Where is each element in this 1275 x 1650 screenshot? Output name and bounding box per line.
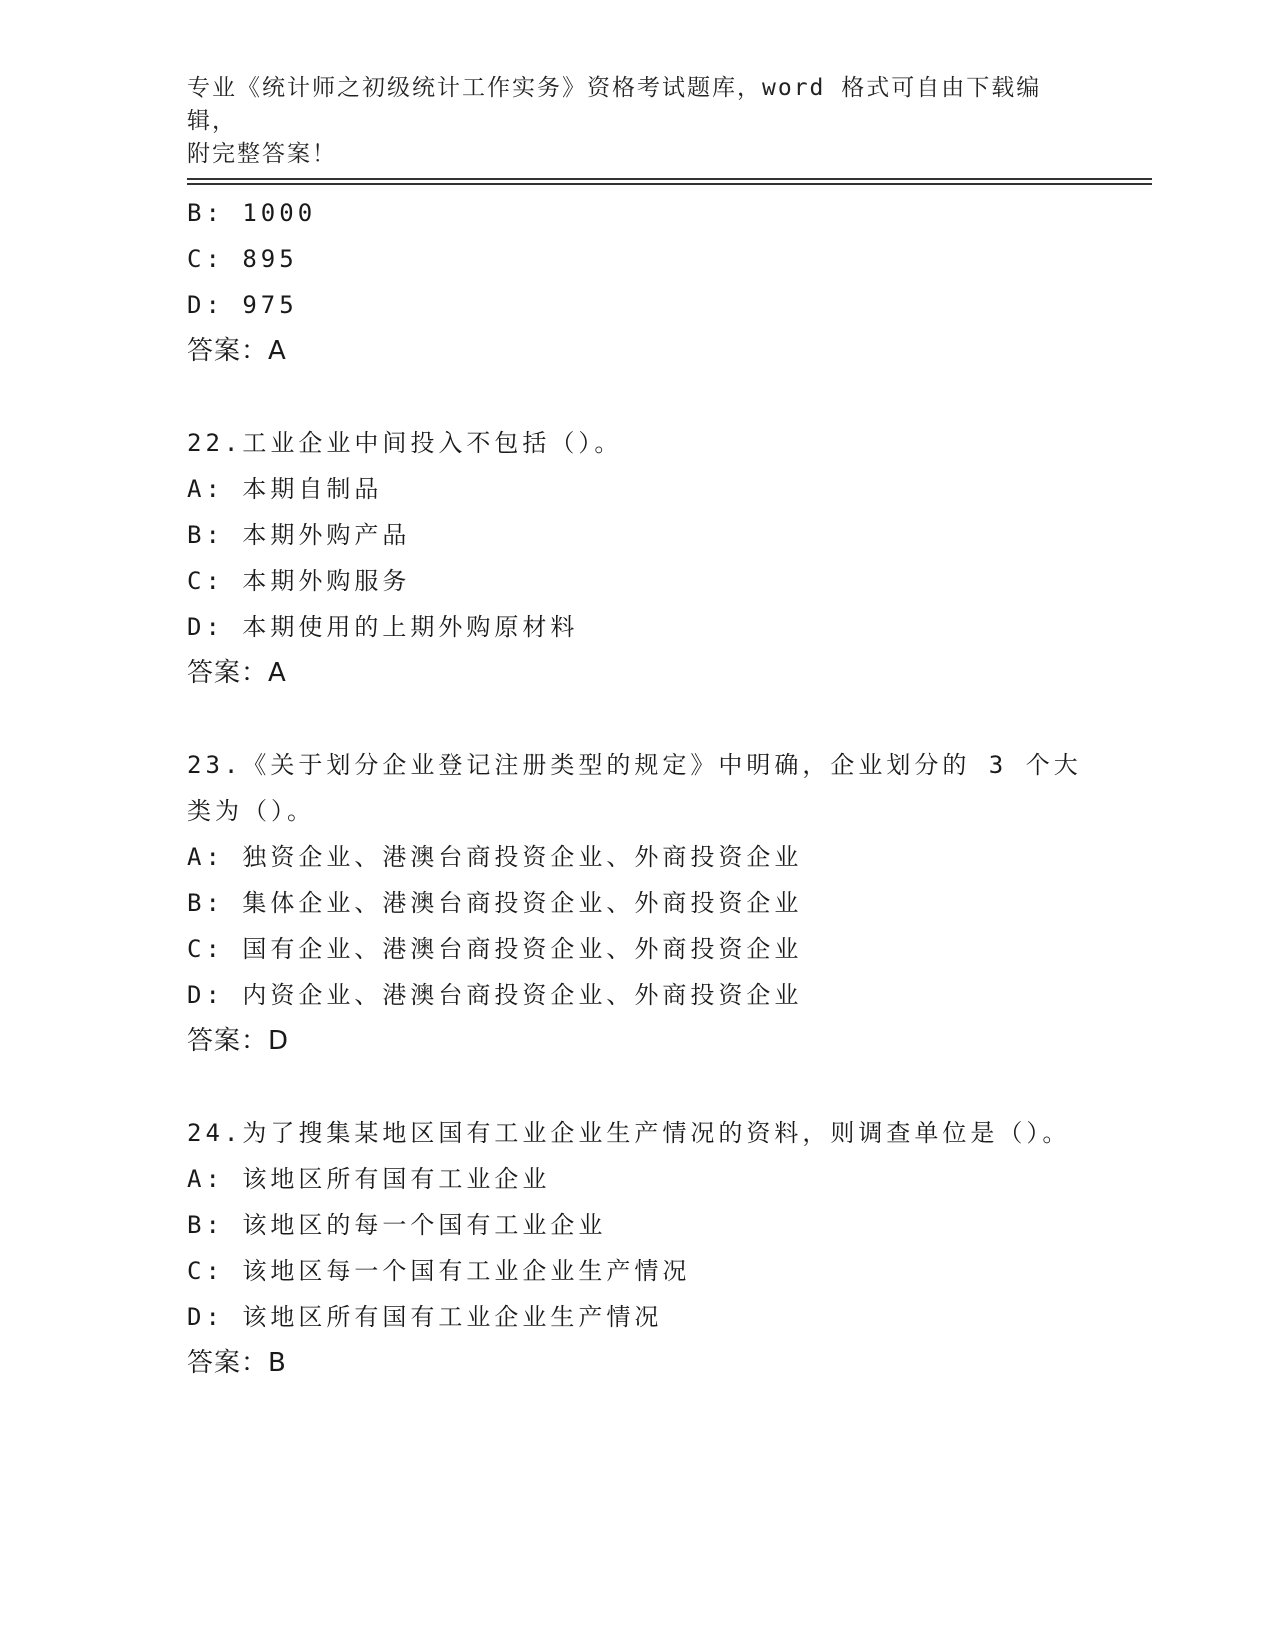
document-header (187, 72, 1087, 171)
answer-line: 答案：A (187, 336, 287, 366)
option-a: A: 独资企业、港澳台商投资企业、外商投资企业 (187, 843, 803, 871)
option-c: C: 国有企业、港澳台商投资企业、外商投资企业 (187, 935, 803, 963)
question-block-23 (187, 742, 1087, 1064)
option-d: D: 本期使用的上期外购原材料 (187, 613, 579, 641)
answer-line: 答案：B (187, 1348, 287, 1378)
option-b: B: 本期外购产品 (187, 521, 411, 549)
option-d: D: 内资企业、港澳台商投资企业、外商投资企业 (187, 981, 803, 1009)
option-b: B: 集体企业、港澳台商投资企业、外商投资企业 (187, 889, 803, 917)
question-block-21 (187, 190, 1087, 374)
option-c: C: 本期外购服务 (187, 567, 411, 595)
question-text: 22.工业企业中间投入不包括（）。 (187, 429, 623, 457)
option-c: C: 895 (187, 245, 298, 273)
question-block-22 (187, 420, 1087, 696)
option-d: D: 975 (187, 291, 298, 319)
option-a: A: 本期自制品 (187, 475, 383, 503)
option-c: C: 该地区每一个国有工业企业生产情况 (187, 1257, 691, 1285)
answer-line: 答案：D (187, 1026, 290, 1056)
question-text: 23.《关于划分企业登记注册类型的规定》中明确，企业划分的 3 个大类为（）。 (187, 751, 1082, 825)
option-b: B: 该地区的每一个国有工业企业 (187, 1211, 607, 1239)
header-line-1: 专业《统计师之初级统计工作实务》资格考试题库，word 格式可自由下载编辑， (187, 75, 1042, 134)
option-b: B: 1000 (187, 199, 317, 227)
question-text: 24.为了搜集某地区国有工业企业生产情况的资料，则调查单位是（）。 (187, 1119, 1071, 1147)
answer-line: 答案：A (187, 658, 287, 688)
question-block-24 (187, 1110, 1087, 1386)
header-divider-bottom (187, 183, 1152, 185)
option-a: A: 该地区所有国有工业企业 (187, 1165, 551, 1193)
header-divider-top (187, 178, 1152, 180)
header-line-2: 附完整答案！ (187, 141, 337, 167)
question-list (187, 190, 1087, 1386)
option-d: D: 该地区所有国有工业企业生产情况 (187, 1303, 663, 1331)
